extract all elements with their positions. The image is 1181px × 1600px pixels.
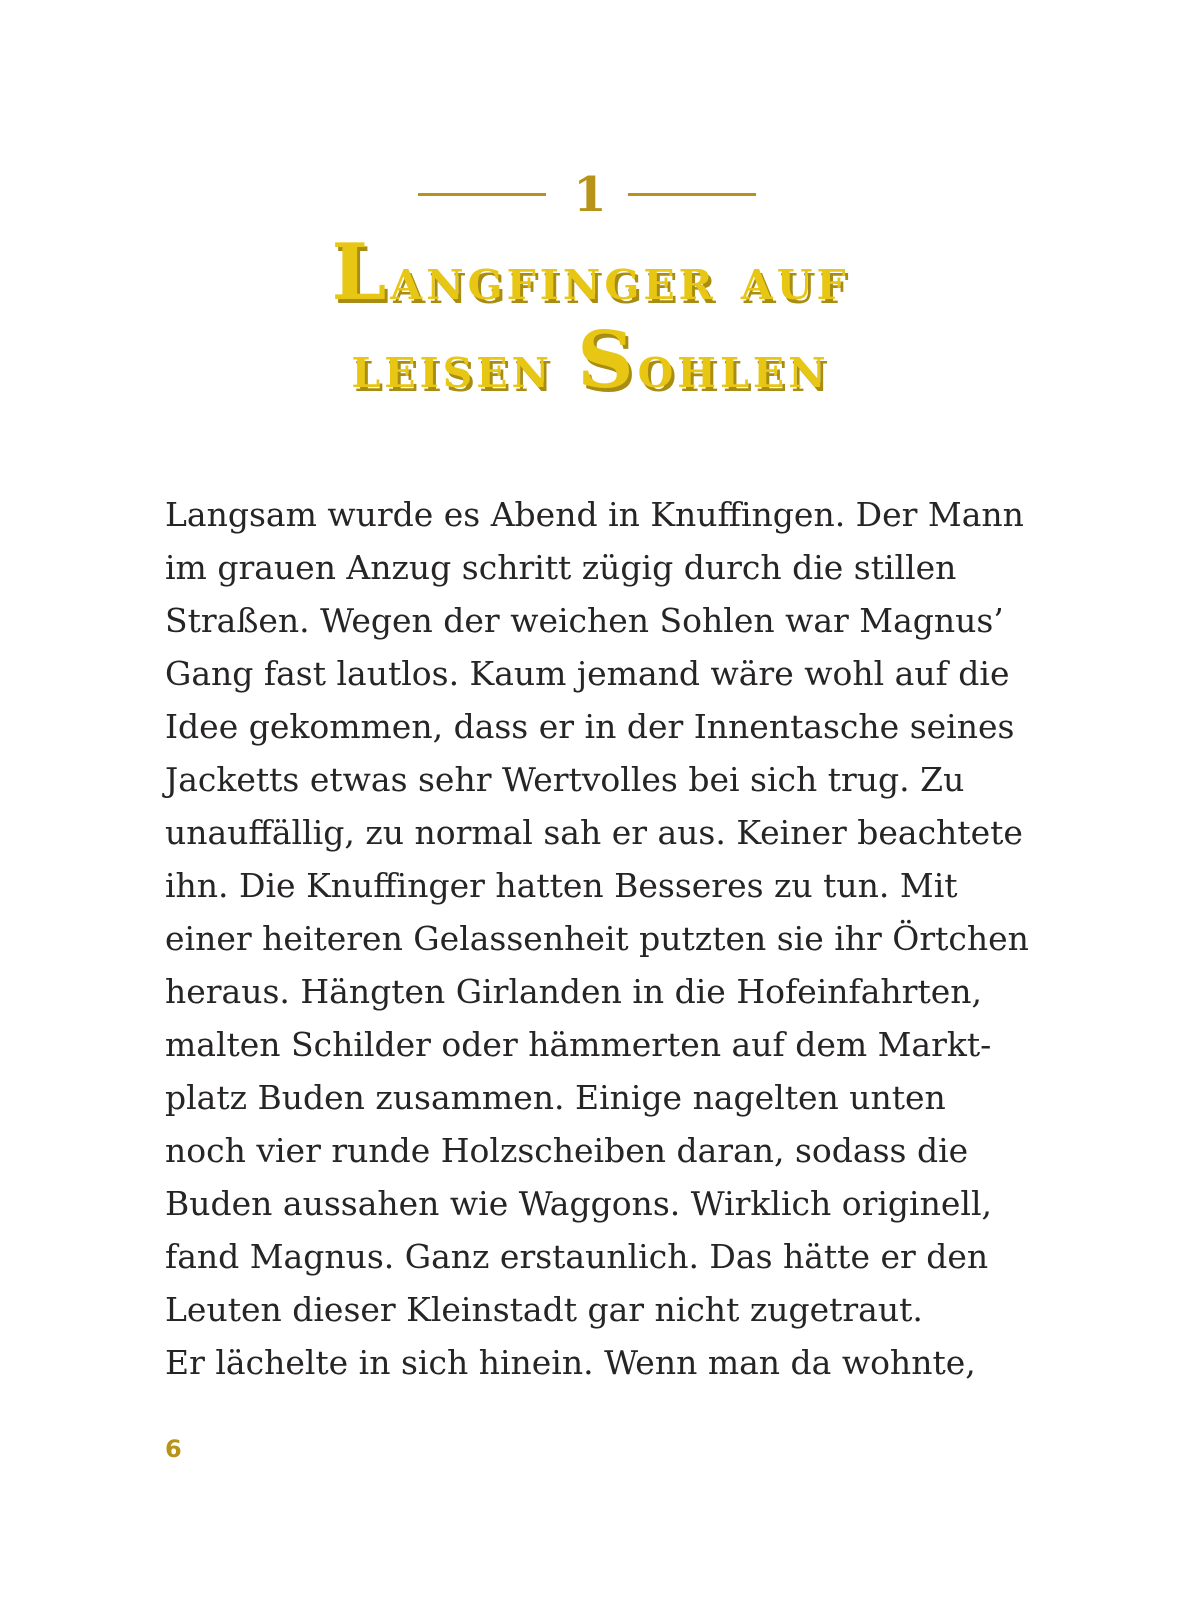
chapter-rule-right bbox=[628, 193, 756, 196]
body-line: unauffällig, zu normal sah er aus. Keiner beachtete bbox=[165, 813, 1023, 852]
body-line: heraus. Hängten Girlanden in die Hofeinfahrten, bbox=[165, 972, 982, 1011]
body-line: Er lächelte in sich hinein. Wenn man da wohnte, bbox=[165, 1343, 976, 1382]
title-line-2-rest: ohlen bbox=[637, 333, 830, 401]
chapter-title-line-2 bbox=[0, 315, 1181, 408]
body-text bbox=[165, 488, 1029, 1389]
chapter-number: 1 bbox=[573, 167, 607, 223]
chapter-rule-left bbox=[418, 193, 546, 196]
title-line-2-start: leisen bbox=[351, 333, 578, 401]
body-line: noch vier runde Holzscheiben daran, sodass die bbox=[165, 1131, 969, 1170]
body-line: Gang fast lautlos. Kaum jemand wäre wohl auf die bbox=[165, 654, 1010, 693]
body-line: malten Schilder oder hämmerten auf dem Markt- bbox=[165, 1025, 992, 1064]
title-line-1-rest: angfinger auf bbox=[390, 245, 850, 313]
chapter-title bbox=[0, 227, 1181, 408]
body-line: Leuten dieser Kleinstadt gar nicht zugetraut. bbox=[165, 1290, 923, 1329]
body-line: einer heiteren Gelassenheit putzten sie ihr Örtchen bbox=[165, 919, 1029, 958]
body-line: platz Buden zusammen. Einige nagelten unten bbox=[165, 1078, 946, 1117]
body-line: Idee gekommen, dass er in der Innentasche seines bbox=[165, 707, 1015, 746]
chapter-header bbox=[0, 160, 1181, 230]
title-initial-s: S bbox=[577, 315, 638, 406]
body-line: im grauen Anzug schritt zügig durch die stillen bbox=[165, 548, 957, 587]
body-line: Buden aussahen wie Waggons. Wirklich originell, bbox=[165, 1184, 992, 1223]
title-initial-l: L bbox=[331, 227, 391, 318]
body-line: fand Magnus. Ganz erstaunlich. Das hätte er den bbox=[165, 1237, 989, 1276]
page-number: 6 bbox=[165, 1435, 182, 1463]
body-line: Langsam wurde es Abend in Knuffingen. Der Mann bbox=[165, 495, 1024, 534]
body-line: Straßen. Wegen der weichen Sohlen war Magnus’ bbox=[165, 601, 1004, 640]
chapter-title-line-1 bbox=[0, 227, 1181, 320]
body-line: ihn. Die Knuffinger hatten Besseres zu tun. Mit bbox=[165, 866, 958, 905]
body-line: Jacketts etwas sehr Wertvolles bei sich trug. Zu bbox=[165, 760, 965, 799]
